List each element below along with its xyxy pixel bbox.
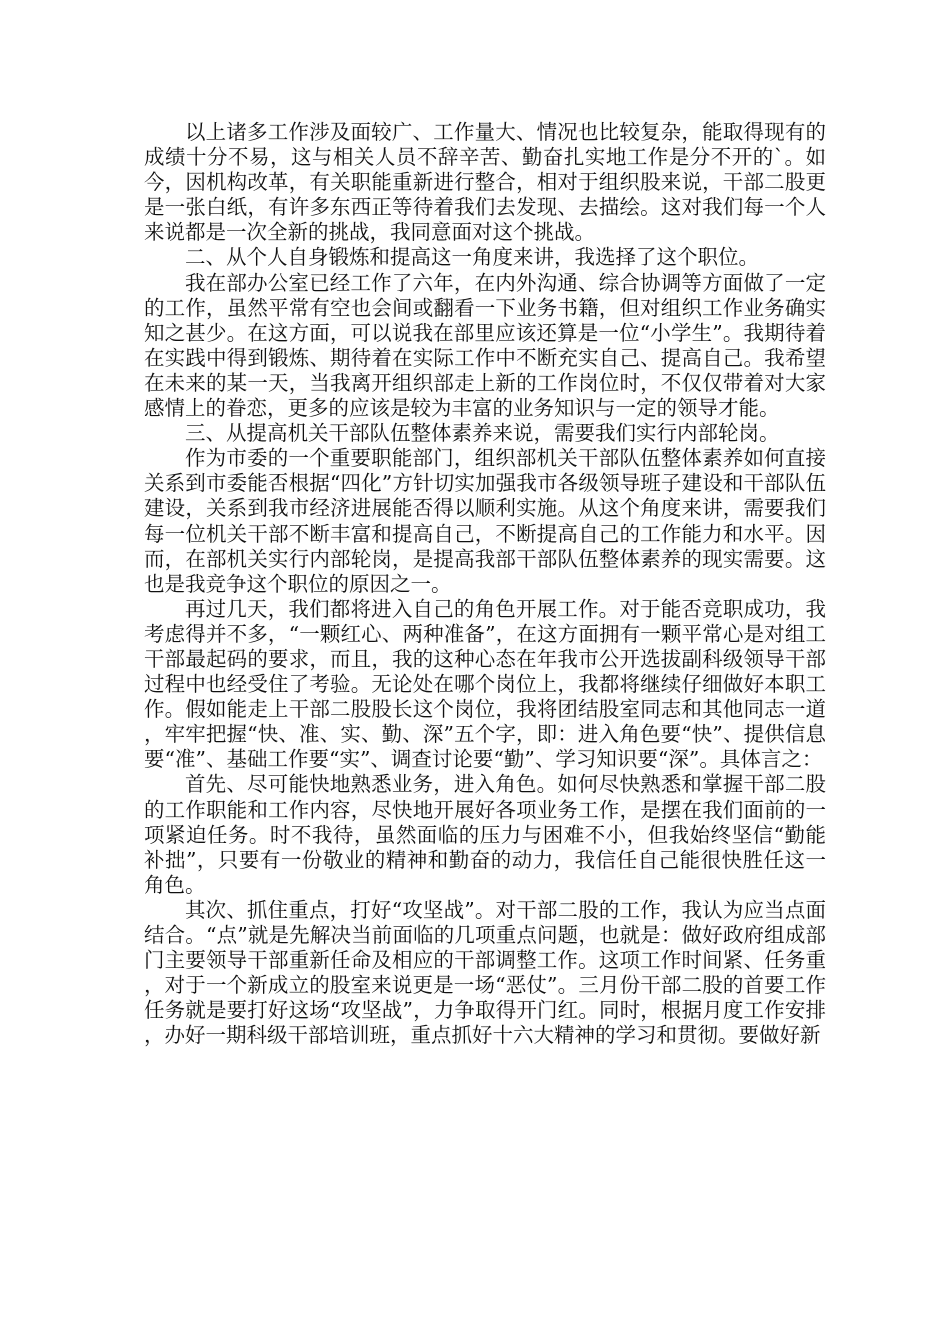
paragraph-2: 二、从个人自身锻炼和提高这一角度来讲，我选择了这个职位。 xyxy=(185,245,759,270)
paragraph-3: 我在部办公室已经工作了六年，在内外沟通、综合协调等方面做了一定的工作，虽然平常有空也会间或翻看一下业务书籍，但对组织工作业务确实知之甚少。在这方面，可以说我在部里应该还算是一位“小学生”。我期待着在实践中得到锻炼、期待着在实际工作中不断充实自己、提高自己。我希望在未来的某一天，当我离开组织部走上新的工作岗位时，不仅仅带着对大家感情上的眷恋，更多的应该是较为丰富的业务知识与一定的领导才能。 xyxy=(144,270,826,421)
paragraph-4: 三、从提高机关干部队伍整体素养来说，需要我们实行内部轮岗。 xyxy=(185,421,780,446)
paragraph-6: 再过几天，我们都将进入自己的角色开展工作。对于能否竞职成功，我考虑得并不多，“一颗红心、两种准备”，在这方面拥有一颗平常心是对组工干部最起码的要求，而且，我的这种心态在年我市公开选拔副科级领导干部过程中也经受住了考验。无论处在哪个岗位上，我都将继续仔细做好本职工作。假如能走上干部二股股长这个岗位，我将团结股室同志和其他同志一道，牢牢把握“快、准、实、勤、深”五个字，即：进入角色要“快”、提供信息要“准”、基础工作要“实”、调查讨论要“勤”、学习知识要“深”。具体言之： xyxy=(144,596,826,772)
document-body xyxy=(144,120,826,1048)
paragraph-5: 作为市委的一个重要职能部门，组织部机关干部队伍整体素养如何直接关系到市委能否根据“四化”方针切实加强我市各级领导班子建设和干部队伍建设，关系到我市经济进展能否得以顺利实施。从这个角度来讲，需要我们每一位机关干部不断丰富和提高自己，不断提高自己的工作能力和水平。因而，在部机关实行内部轮岗，是提高我部干部队伍整体素养的现实需要。这也是我竞争这个职位的原因之一。 xyxy=(144,446,826,596)
paragraph-1: 以上诸多工作涉及面较广、工作量大、情况也比较复杂，能取得现有的成绩十分不易，这与相关人员不辞辛苦、勤奋扎实地工作是分不开的`。如今，因机构改革，有关职能重新进行整合，相对于组织股来说，干部二股更是一张白纸，有许多东西正等待着我们去发现、去描绘。这对我们每一个人来说都是一次全新的挑战，我同意面对这个挑战。 xyxy=(144,120,826,245)
paragraph-7: 首先、尽可能快地熟悉业务，进入角色。如何尽快熟悉和掌握干部二股的工作职能和工作内容，尽快地开展好各项业务工作，是摆在我们面前的一项紧迫任务。时不我待，虽然面临的压力与困难不小，但我始终坚信“勤能补拙”，只要有一份敬业的精神和勤奋的动力，我信任自己能很快胜任这一角色。 xyxy=(144,772,826,897)
paragraph-8: 其次、抓住重点，打好“攻坚战”。对干部二股的工作，我认为应当点面结合。“点”就是先解决当前面临的几项重点问题，也就是：做好政府组成部门主要领导干部重新任命及相应的干部调整工作。这项工作时间紧、任务重，对于一个新成立的股室来说更是一场“恶仗”。三月份干部二股的首要工作任务就是要打好这场“攻坚战”，力争取得开门红。同时，根据月度工作安排，办好一期科级干部培训班，重点抓好十六大精神的学习和贯彻。要做好新 xyxy=(144,897,826,1048)
